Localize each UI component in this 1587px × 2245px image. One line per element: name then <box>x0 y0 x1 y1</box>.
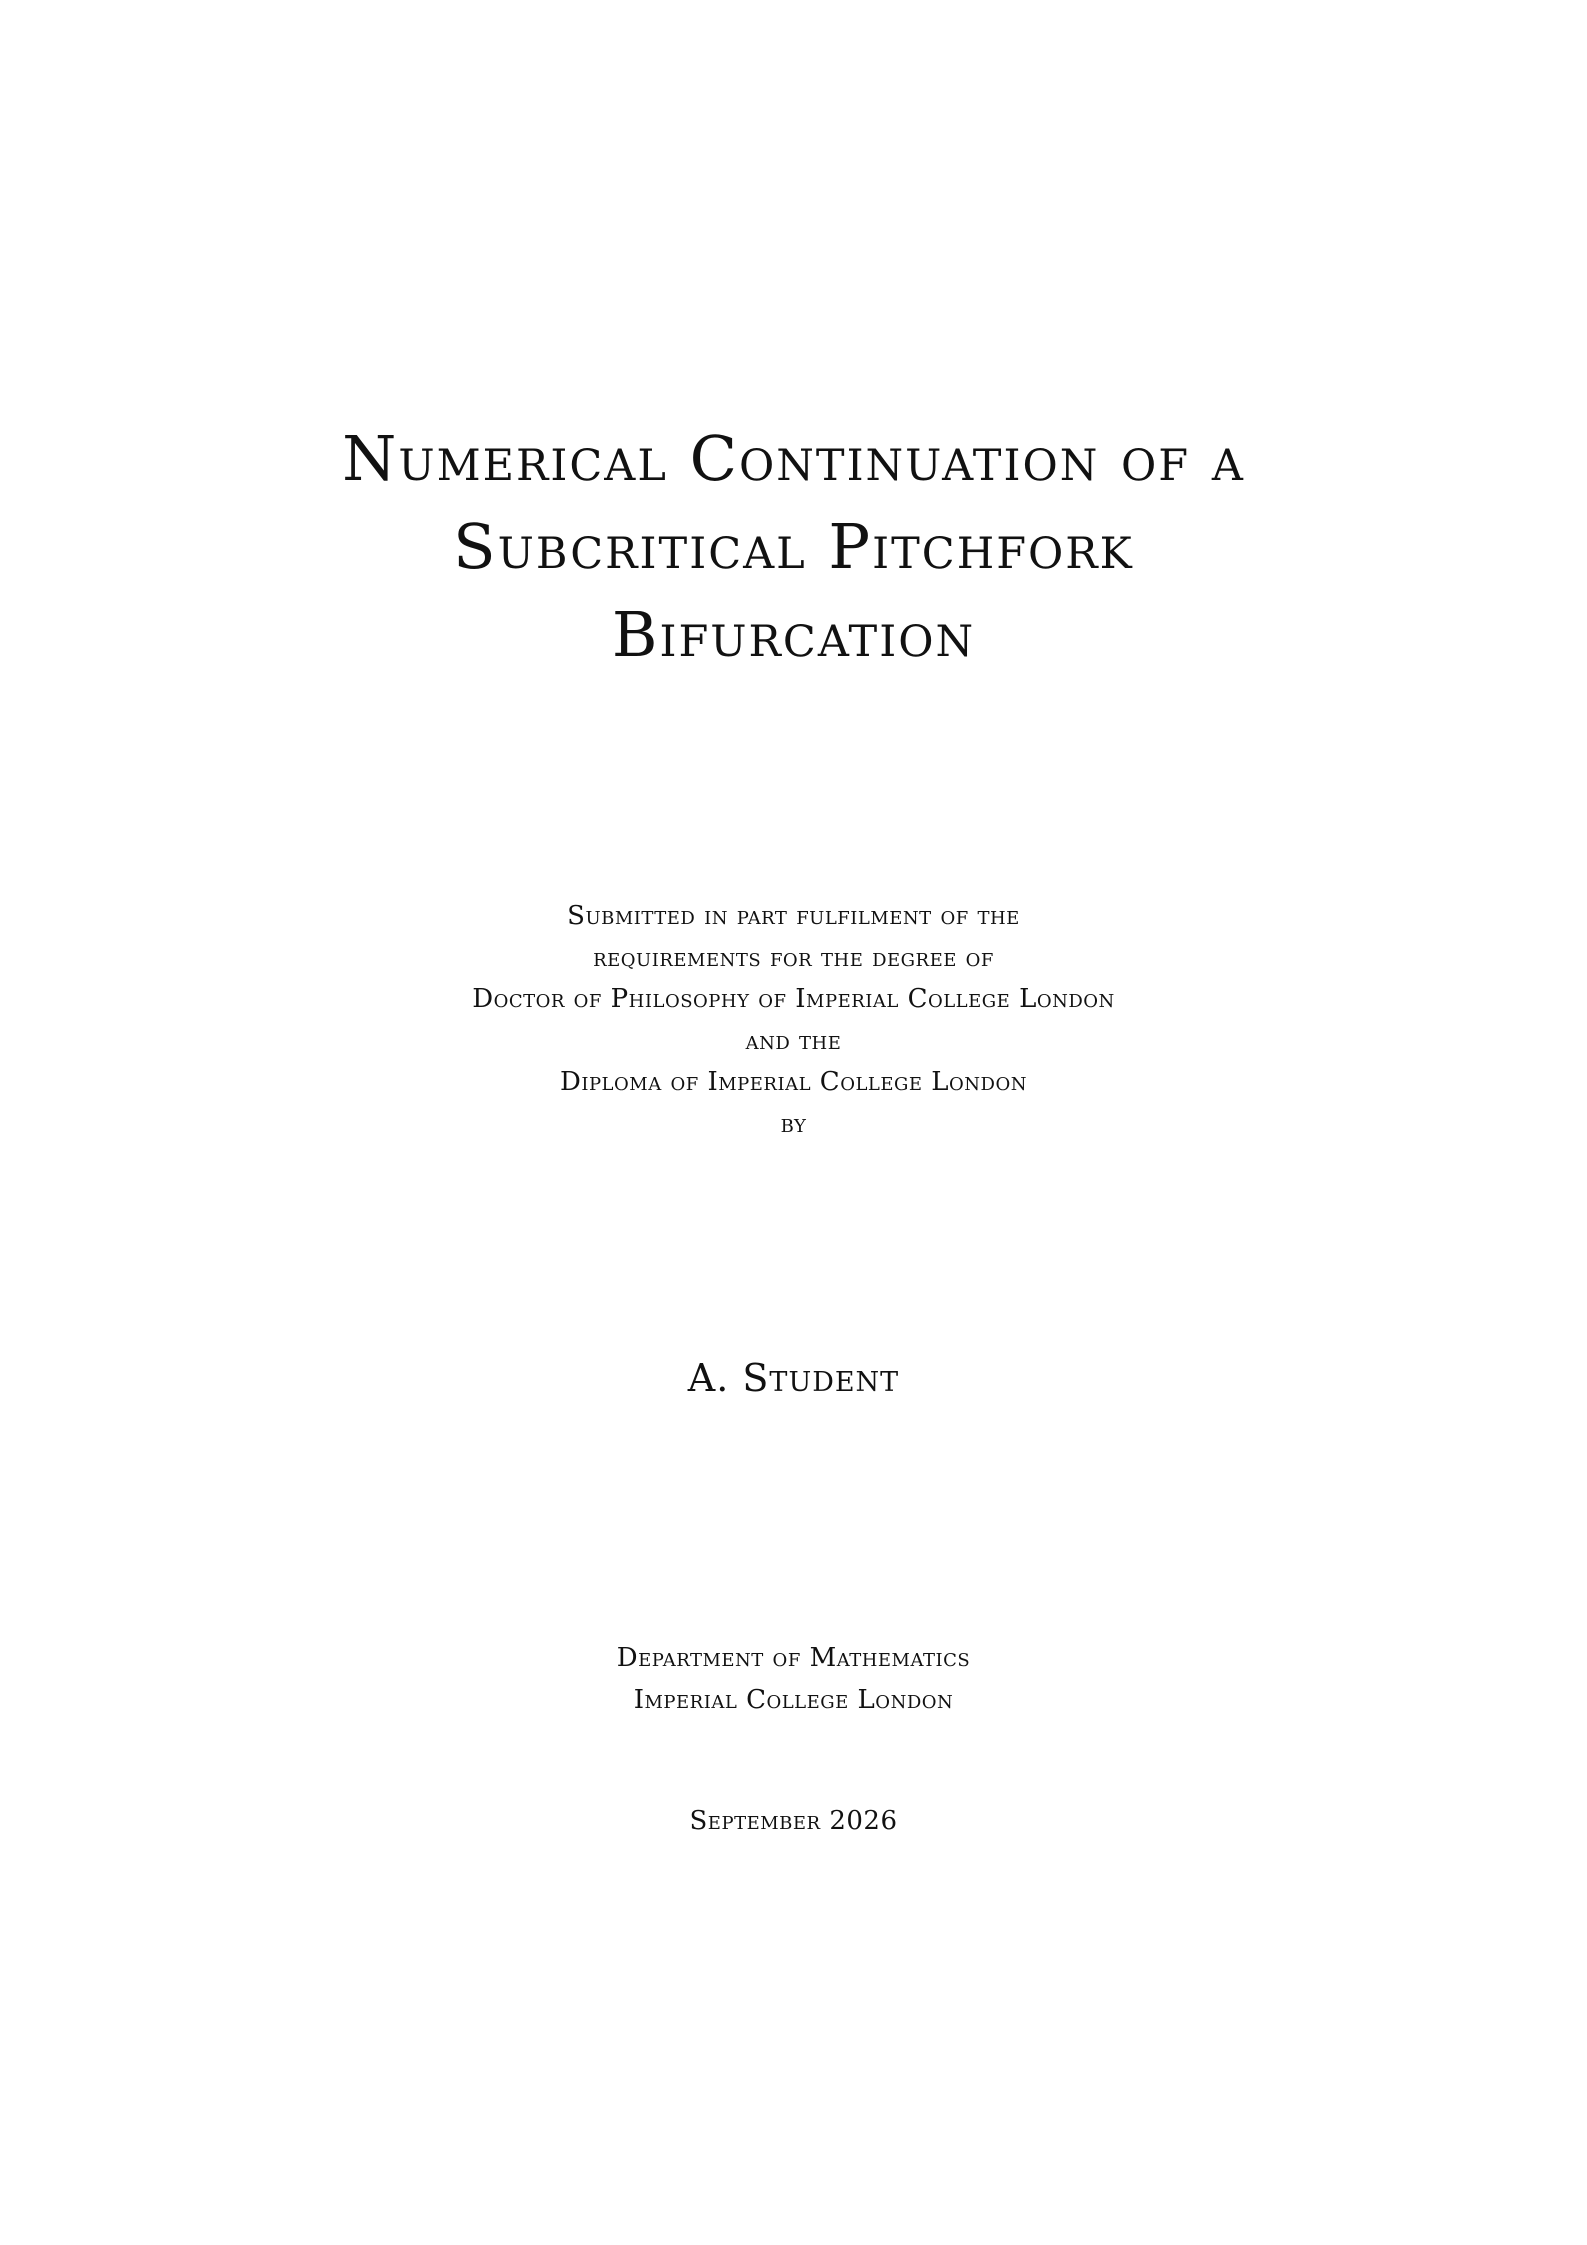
submission-date <box>0 1800 1587 1842</box>
institution-name: Imperial College London <box>633 1685 954 1715</box>
submission-line-3: Doctor of Philosophy of Imperial College London <box>472 984 1115 1014</box>
thesis-title-line-3: Bifurcation <box>611 598 976 671</box>
submission-line-5: Diploma of Imperial College London <box>559 1067 1027 1097</box>
author-block <box>0 1352 1587 1404</box>
submission-line-1: Submitted in part fulfilment of the <box>567 901 1020 931</box>
thesis-title-line-1: Numerical Continuation of a <box>342 422 1245 495</box>
date-text: September 2026 <box>689 1806 898 1836</box>
department-name: Department of Mathematics <box>616 1643 971 1673</box>
submission-statement <box>0 896 1587 1145</box>
thesis-title <box>0 415 1587 679</box>
submission-line-6: by <box>780 1108 807 1139</box>
thesis-title-line-2: Subcritical Pitchfork <box>453 510 1134 583</box>
affiliation-block <box>0 1637 1587 1721</box>
submission-line-4: and the <box>745 1025 842 1056</box>
submission-line-2: requirements for the degree of <box>593 942 994 973</box>
author-name: A. Student <box>687 1356 900 1400</box>
